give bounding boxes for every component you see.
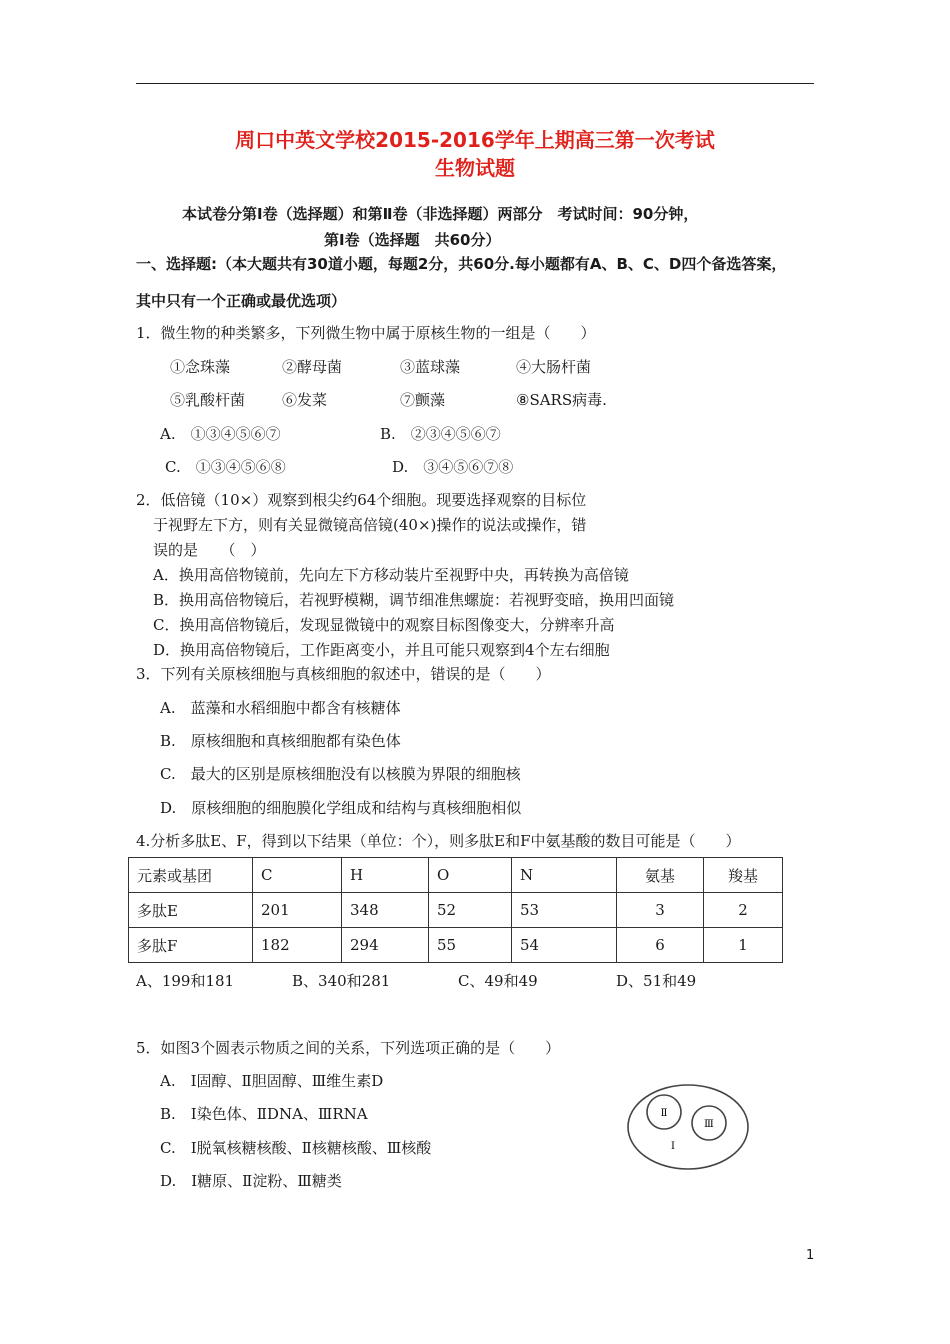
table-cell: 55 [429, 928, 512, 963]
q1-option-a: A. ①③④⑤⑥⑦ [160, 425, 281, 443]
label-i: Ⅰ [671, 1141, 675, 1152]
q3-stem: 3．下列有关原核细胞与真核细胞的叙述中，错误的是（ ） [136, 665, 551, 683]
table-row [129, 893, 783, 928]
q1-item: ②酵母菌 [282, 358, 343, 376]
q3-option-c: C. 最大的区别是原核细胞没有以核膜为界限的细胞核 [160, 765, 521, 783]
exam-info: 本试卷分第Ⅰ卷（选择题）和第Ⅱ卷（非选择题）两部分 考试时间：90分钟， [182, 205, 699, 223]
label-iii: Ⅲ [704, 1119, 714, 1130]
q2-option-d: D．换用高倍物镜后，工作距离变小，并且可能只观察到4个左右细胞 [153, 641, 610, 659]
q1-option-c: C. ①③④⑤⑥⑧ [165, 458, 286, 476]
table-header-cell: N [512, 858, 617, 893]
q2-stem: 于视野左下方，则有关显微镜高倍镜(40×)操作的说法或操作，错 [153, 516, 587, 534]
q4-data-table [128, 857, 783, 963]
table-cell: 294 [342, 928, 429, 963]
q4-option-a: A、199和181 [136, 972, 235, 990]
q3-option-d: D. 原核细胞的细胞膜化学组成和结构与真核细胞相似 [160, 799, 522, 817]
table-header-cell: H [342, 858, 429, 893]
table-cell: 6 [617, 928, 704, 963]
table-cell: 201 [253, 893, 342, 928]
q1-item: ⑧SARS病毒. [516, 391, 607, 409]
q4-option-d: D、51和49 [616, 972, 697, 990]
q1-item: ⑥发菜 [282, 391, 328, 409]
q1-item: ⑦颤藻 [400, 391, 446, 409]
q3-option-b: B. 原核细胞和真核细胞都有染色体 [160, 732, 401, 750]
q1-option-b: B. ②③④⑤⑥⑦ [380, 425, 501, 443]
q1-item: ③蓝球藻 [400, 358, 461, 376]
q2-stem: 误的是 （ ） [153, 541, 266, 559]
table-header-cell: O [429, 858, 512, 893]
exam-title: 周口中英文学校2015-2016学年上期高三第一次考试 [235, 128, 715, 152]
table-cell: 52 [429, 893, 512, 928]
q5-option-a: A. Ⅰ固醇、Ⅱ胆固醇、Ⅲ维生素D [160, 1072, 384, 1090]
label-ii: Ⅱ [660, 1108, 668, 1119]
q2-option-a: A．换用高倍物镜前，先向左下方移动装片至视野中央，再转换为高倍镜 [153, 566, 629, 584]
table-header-row [129, 858, 783, 893]
section-instructions-1: 一、选择题:（本大题共有30道小题，每题2分，共60分.每小题都有A、B、C、D四个备选答案， [136, 255, 787, 273]
table-cell: 1 [704, 928, 783, 963]
table-cell: 348 [342, 893, 429, 928]
section-instructions-2: 其中只有一个正确或最优选项） [136, 292, 347, 310]
q3-option-a: A. 蓝藻和水稻细胞中都含有核糖体 [160, 699, 401, 717]
q1-item: ⑤乳酸杆菌 [170, 391, 246, 409]
header-rule [136, 83, 814, 84]
table-header-cell: 元素或基团 [129, 858, 253, 893]
q5-stem: 5．如图3个圆表示物质之间的关系，下列选项正确的是（ ） [136, 1039, 561, 1057]
q1-option-d: D. ③④⑤⑥⑦⑧ [392, 458, 514, 476]
table-cell: 53 [512, 893, 617, 928]
table-cell: 54 [512, 928, 617, 963]
outer-circle [628, 1085, 748, 1169]
q5-option-b: B. Ⅰ染色体、ⅡDNA、ⅢRNA [160, 1105, 368, 1123]
q2-option-c: C．换用高倍物镜后，发现显微镜中的观察目标图像变大，分辨率升高 [153, 616, 615, 634]
q5-option-d: D. Ⅰ糖原、Ⅱ淀粉、Ⅲ糖类 [160, 1172, 342, 1190]
part1-heading: 第Ⅰ卷（选择题 共60分） [324, 231, 501, 249]
table-header-cell: 羧基 [704, 858, 783, 893]
q2-option-b: B．换用高倍物镜后，若视野模糊，调节细准焦螺旋：若视野变暗，换用凹面镜 [153, 591, 675, 609]
table-cell: 3 [617, 893, 704, 928]
q5-option-c: C. Ⅰ脱氧核糖核酸、Ⅱ核糖核酸、Ⅲ核酸 [160, 1139, 432, 1157]
table-header-cell: C [253, 858, 342, 893]
q2-stem: 2．低倍镜（10×）观察到根尖约64个细胞。现要选择观察的目标位 [136, 491, 587, 509]
q1-item: ④大肠杆菌 [516, 358, 592, 376]
exam-subtitle: 生物试题 [435, 156, 515, 180]
q4-option-c: C、49和49 [458, 972, 538, 990]
table-header-cell: 氨基 [617, 858, 704, 893]
venn-diagram [625, 1082, 755, 1172]
table-cell: 182 [253, 928, 342, 963]
q4-stem: 4.分析多肽E、F，得到以下结果（单位：个），则多肽E和F中氨基酸的数目可能是（ ） [136, 832, 741, 850]
q1-stem: 1．微生物的种类繁多，下列微生物中属于原核生物的一组是（ ） [136, 324, 596, 342]
q1-item: ①念珠藻 [170, 358, 231, 376]
table-row [129, 928, 783, 963]
table-cell: 多肽E [129, 893, 253, 928]
q4-option-b: B、340和281 [292, 972, 391, 990]
table-cell: 多肽F [129, 928, 253, 963]
table-cell: 2 [704, 893, 783, 928]
page-number: 1 [806, 1248, 815, 1263]
